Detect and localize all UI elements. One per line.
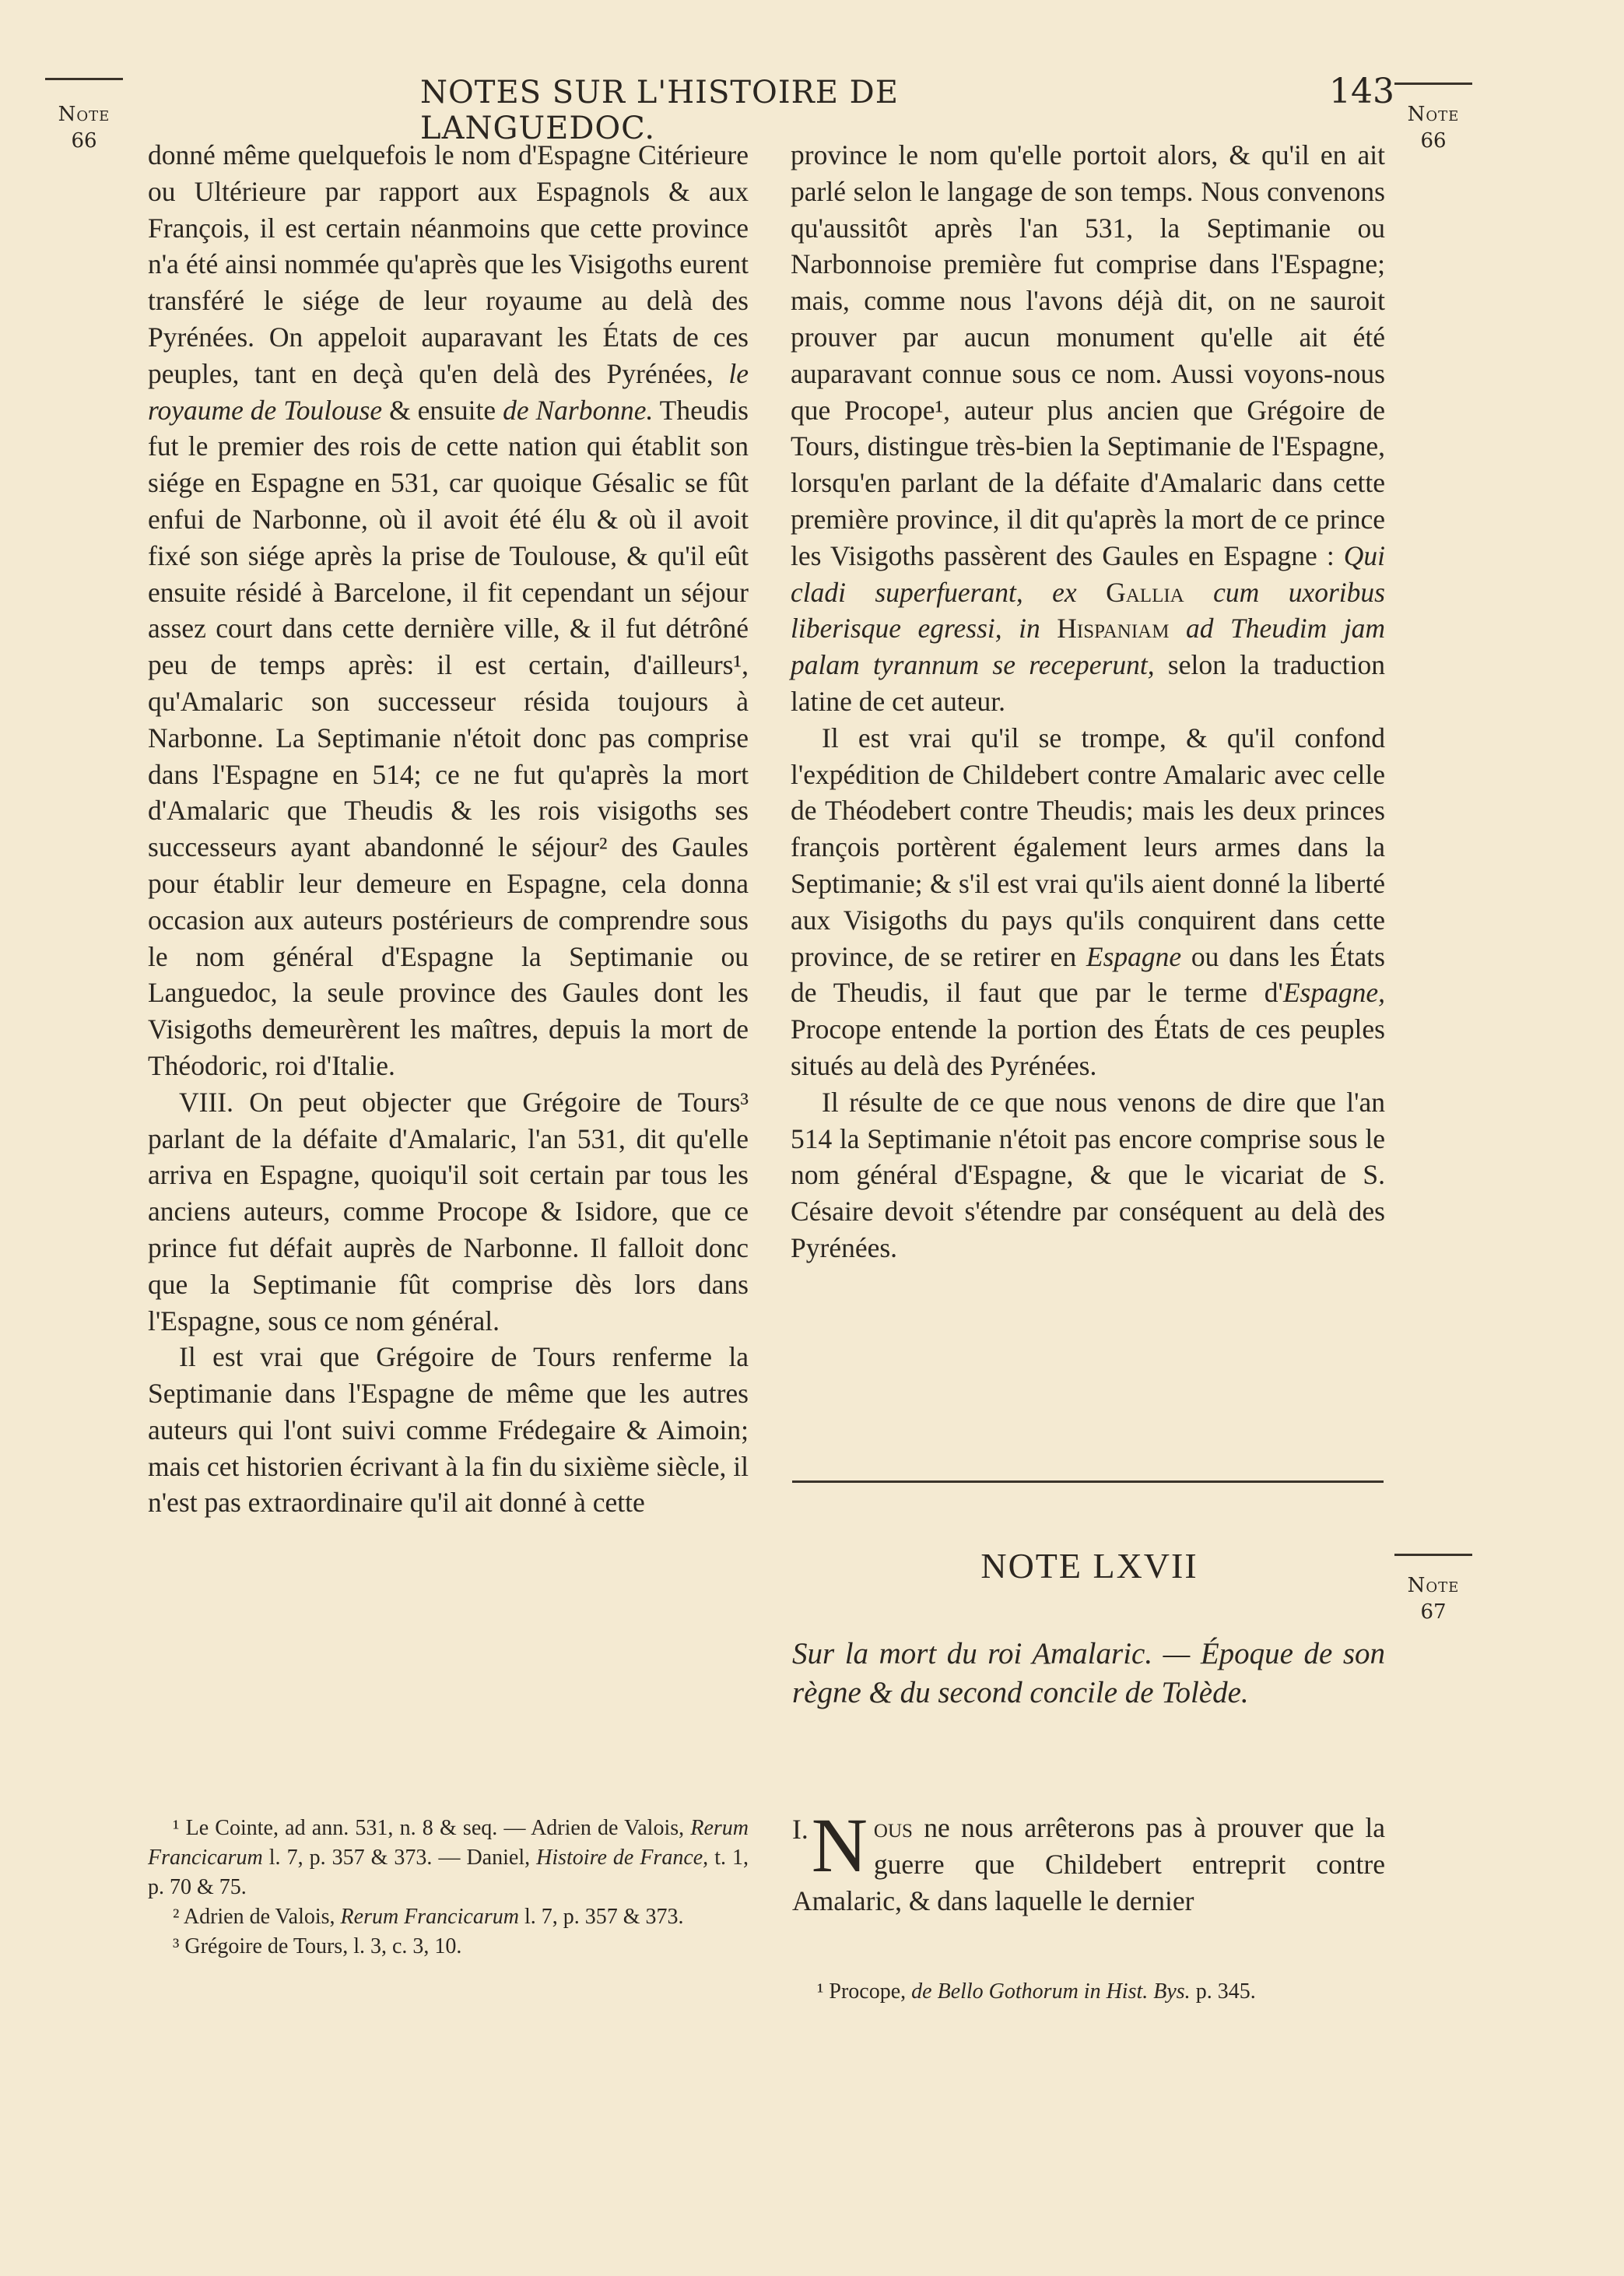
note-body: I. N ous ne nous arrêterons pas à prouver que la guerre que Childebert entreprit contre Amalaric, & dans laquelle le dernier [792, 1802, 1385, 1916]
margin-note-label: Note [1407, 1574, 1460, 1597]
right-margin-note-66 [1394, 101, 1472, 154]
left-margin-note [45, 101, 123, 154]
footnote-3: ³ Grégoire de Tours, l. 3, c. 3, 10. [173, 1934, 462, 1958]
note-subtitle: Sur la mort du roi Amalaric. — Époque de son règne & du second concile de Tolède. [792, 1637, 1385, 1709]
paragraph: Il est vrai qu'il se trompe, & qu'il confond l'expédition de Childebert contre Amalaric avec celle de Théodebert contre Theudis; mais les deux princes françois portèrent également leurs armes dans la Septimanie; & s'il est vrai qu'ils aient donné la liberté aux Visigoths du pays qu'ils conquirent dans cette province, de se retirer en Espagne ou dans les États de Theudis, il faut que par le terme d'Espagne, Procope entende la portion des États de ces peuples situés au delà des Pyrénées. [791, 722, 1385, 1081]
margin-note-number: 66 [71, 129, 97, 153]
paragraph: donné même quelquefois le nom d'Espagne Citérieure ou Ultérieure par rapport aux Espagnols & aux François, il est certain néanmoins que cette province n'a été ainsi nommée qu'après que les Visigoths eurent transféré le siége de leur royaume au delà des Pyrénées. On appeloit auparavant les États de ces peuples, tant en deçà qu'en delà des Pyrénées, le royaume de Toulouse & ensuite de Narbonne. Theudis fut le premier des rois de cette nation qui établit son siége en Espagne en 531, car quoique Gésalic se fût enfui de Narbonne, où il avoit été élu & où il avoit fixé son siége après la prise de Toulouse, & qu'il eût ensuite résidé à Barcelone, il fit cependant un séjour assez court dans cette dernière ville, & il fut détrôné peu de temps après: il est certain, d'ailleurs¹, qu'Amalaric son successeur résida toujours à Narbonne. La Septimanie n'étoit donc pas comprise dans l'Espagne en 514; ce ne fut qu'après la mort d'Amalaric que Theudis & les rois visigoths ses successeurs ayant abandonné le séjour² des Gaules pour établir leur demeure en Espagne, cela donna occasion aux auteurs postérieurs de comprendre sous le nom général d'Espagne la Septimanie ou Languedoc, la seule province des Gaules dont les Visigoths demeurèrent les maîtres, depuis la mort de Théodoric, roi d'Italie. [148, 139, 749, 1081]
left-footnotes [148, 1814, 749, 1962]
footnote-2: ² Adrien de Valois, Rerum Francicarum l. 7, p. 357 & 373. [173, 1905, 684, 1929]
note-heading: NOTE LXVII [980, 1546, 1198, 1586]
paragraph-viii: VIII. On peut objecter que Grégoire de Tours³ parlant de la défaite d'Amalaric, l'an 531, dit qu'elle arriva en Espagne, quoiqu'il soit certain par tous les anciens auteurs, comme Procope & Isidore, que ce prince fut défait auprès de Narbonne. Il falloit donc que la Septimanie fût comprise dès lors dans l'Espagne, sous ce nom général. [148, 1086, 749, 1336]
footnote-1: ¹ Procope, de Bello Gothorum in Hist. Bys. p. 345. [817, 1979, 1256, 2004]
running-header-title: NOTES SUR L'HISTOIRE DE LANGUEDOC. [420, 75, 899, 146]
right-margin-rule [1394, 83, 1472, 85]
footnote-1: ¹ Le Cointe, ad ann. 531, n. 8 & seq. — Adrien de Valois, Rerum Francicarum l. 7, p. 357 & 373. — Daniel, Histoire de France, t. 1, p. 70 & 75. [148, 1816, 749, 1899]
margin-note-label: Note [1407, 103, 1460, 126]
paragraph: province le nom qu'elle portoit alors, & qu'il en ait parlé selon le langage de son temps. Nous convenons qu'aussitôt après l'an 531, la Septimanie ou Narbonnoise première fut comprise dans l'Espagne; mais, comme nous l'avons déjà dit, on ne sauroit prouver par aucun monument qu'elle ait été auparavant connue sous ce nom. Aussi voyons-nous que Procope¹, auteur plus ancien que Grégoire de Tours, distingue très-bien la Septimanie de l'Espagne, lorsqu'en parlant de la défaite d'Amalaric dans cette première province, il dit qu'après la mort de ce prince les Visigoths passèrent des Gaules en Espagne : Qui cladi superfuerant, ex Gallia cum uxoribus liberisque egressi, in Hispaniam ad Theudim jam palam tyrannum se receperunt, selon la traduction latine de cet auteur. [791, 139, 1386, 717]
page-number: 143 [1329, 72, 1394, 111]
right-margin-rule-67 [1394, 1554, 1472, 1556]
left-margin-rule [45, 78, 123, 80]
right-margin-note-67 [1394, 1572, 1472, 1625]
paragraph: Il est vrai que Grégoire de Tours renferme la Septimanie dans l'Espagne de même que les autres auteurs qui l'ont suivi comme Frédegaire & Aimoin; mais cet historien écrivant à la fin du sixième siècle, il n'est pas extraordinaire qu'il ait donné à cette [148, 1341, 749, 1519]
paragraph: Il résulte de ce que nous venons de dire que l'an 514 la Septimanie n'étoit pas encore comprise sous le nom général d'Espagne, & que le vicariat de S. Césaire devoit s'étendre par conséquent au delà des Pyrénées. [791, 1086, 1385, 1263]
margin-note-label: Note [58, 103, 110, 126]
margin-note-number: 66 [1420, 129, 1447, 153]
right-text-column [791, 137, 1385, 1266]
left-text-column [148, 137, 749, 1521]
margin-note-number: 67 [1420, 1600, 1447, 1624]
right-footnotes [817, 1977, 1385, 2007]
section-divider [792, 1480, 1384, 1483]
dropcap: N [811, 1802, 868, 1888]
section-number: I. [792, 1814, 808, 1845]
